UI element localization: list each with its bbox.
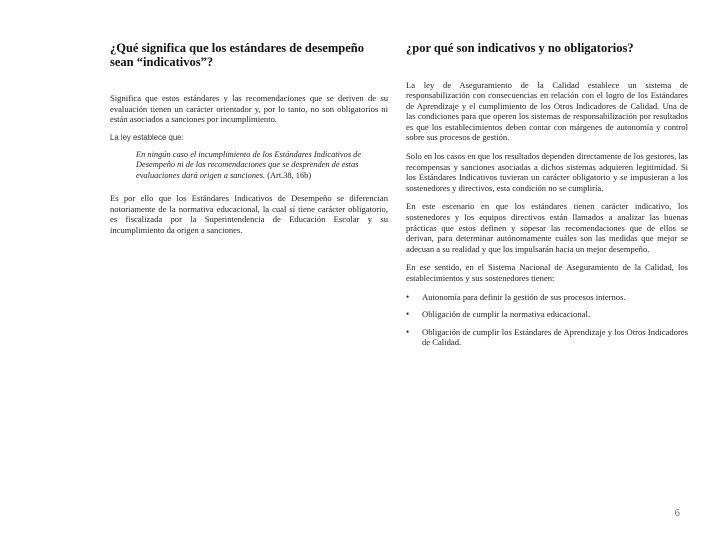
list-item-text: Obligación de cumplir los Estándares de Aprendizaje y los Otros Indicadores de Calidad.	[422, 326, 688, 348]
law-quote	[136, 150, 388, 181]
list-item	[406, 292, 688, 303]
page-number: 6	[674, 508, 680, 519]
right-column	[406, 42, 688, 355]
list-item	[406, 309, 688, 320]
left-paragraph-2: Es por ello que los Estándares Indicativos de Desempeño se diferencian notoriamente de la normativa educacional, la cual sí tiene carácter obligatorio, es fiscalizada por la Superintendencia de Educación Escolar y su incumplimiento da origen a sanciones.	[110, 193, 388, 235]
right-paragraph-2: Solo en los casos en que los resultados dependen directamente de los gestores, las recompensas y sanciones asociadas a dichos sistemas adquieren legitimidad. Si los Estándares Indicativos tuvieran un carácter obligatorio y se impusieran a los sostenedores y directivos, esta condición no se cumpliría.	[406, 151, 688, 193]
left-column	[110, 42, 388, 243]
right-heading: ¿por qué son indicativos y no obligatorios?	[406, 41, 634, 55]
bullet-icon: •	[406, 309, 410, 320]
list-item-text: Obligación de cumplir la normativa educacional.	[422, 309, 590, 320]
law-label: La ley establece que:	[110, 132, 184, 142]
right-paragraph-1: La ley de Aseguramiento de la Calidad establece un sistema de responsabilización con consecuencias en relación con el logro de los Estándares de Aprendizaje y el cumplimiento de los Otros Indicadores de Calidad. Una de las condiciones para que operen los sistemas de responsabilización por resultados es que los establecimientos deben contar con márgenes de autonomía y control sobre sus procesos de gestión.	[406, 79, 688, 143]
left-paragraph-1: Significa que estos estándares y las recomendaciones que se deriven de su evaluación tienen un carácter orientador y, por lo tanto, no son obligatorios ni están asociados a sanciones por incumplimiento.	[110, 93, 388, 125]
bullet-icon: •	[406, 326, 410, 337]
left-heading: ¿Qué significa que los estándares de desempeño sean “indicativos”?	[110, 41, 364, 69]
obligations-list	[406, 292, 688, 348]
bullet-icon: •	[406, 291, 410, 302]
right-paragraph-3: En este escenario en que los estándares tienen carácter indicativo, los sostenedores y los equipos directivos están llamados a analizar las buenas prácticas que estos definen y sopesar las recomendaciones que de ellos se derivan, para determinar autónomamente cuáles son las medidas que mejor se adecuan a su realidad y que los impulsarán hacia un mejor desempeño.	[406, 201, 688, 254]
list-item	[406, 327, 688, 348]
law-quote-text: En ningún caso el incumplimiento de los Estándares Indicativos de Desempeño ni de las recomendaciones que se desprenden de estas evaluaciones dará origen a sanciones.	[136, 149, 362, 180]
law-quote-citation: (Art.38, 16b)	[267, 170, 312, 180]
right-paragraph-4: En ese sentido, en el Sistema Nacional de Aseguramiento de la Calidad, los establecimientos y sus sostenedores tienen:	[406, 262, 688, 283]
list-item-text: Autonomía para definir la gestión de sus procesos internos.	[422, 291, 626, 302]
